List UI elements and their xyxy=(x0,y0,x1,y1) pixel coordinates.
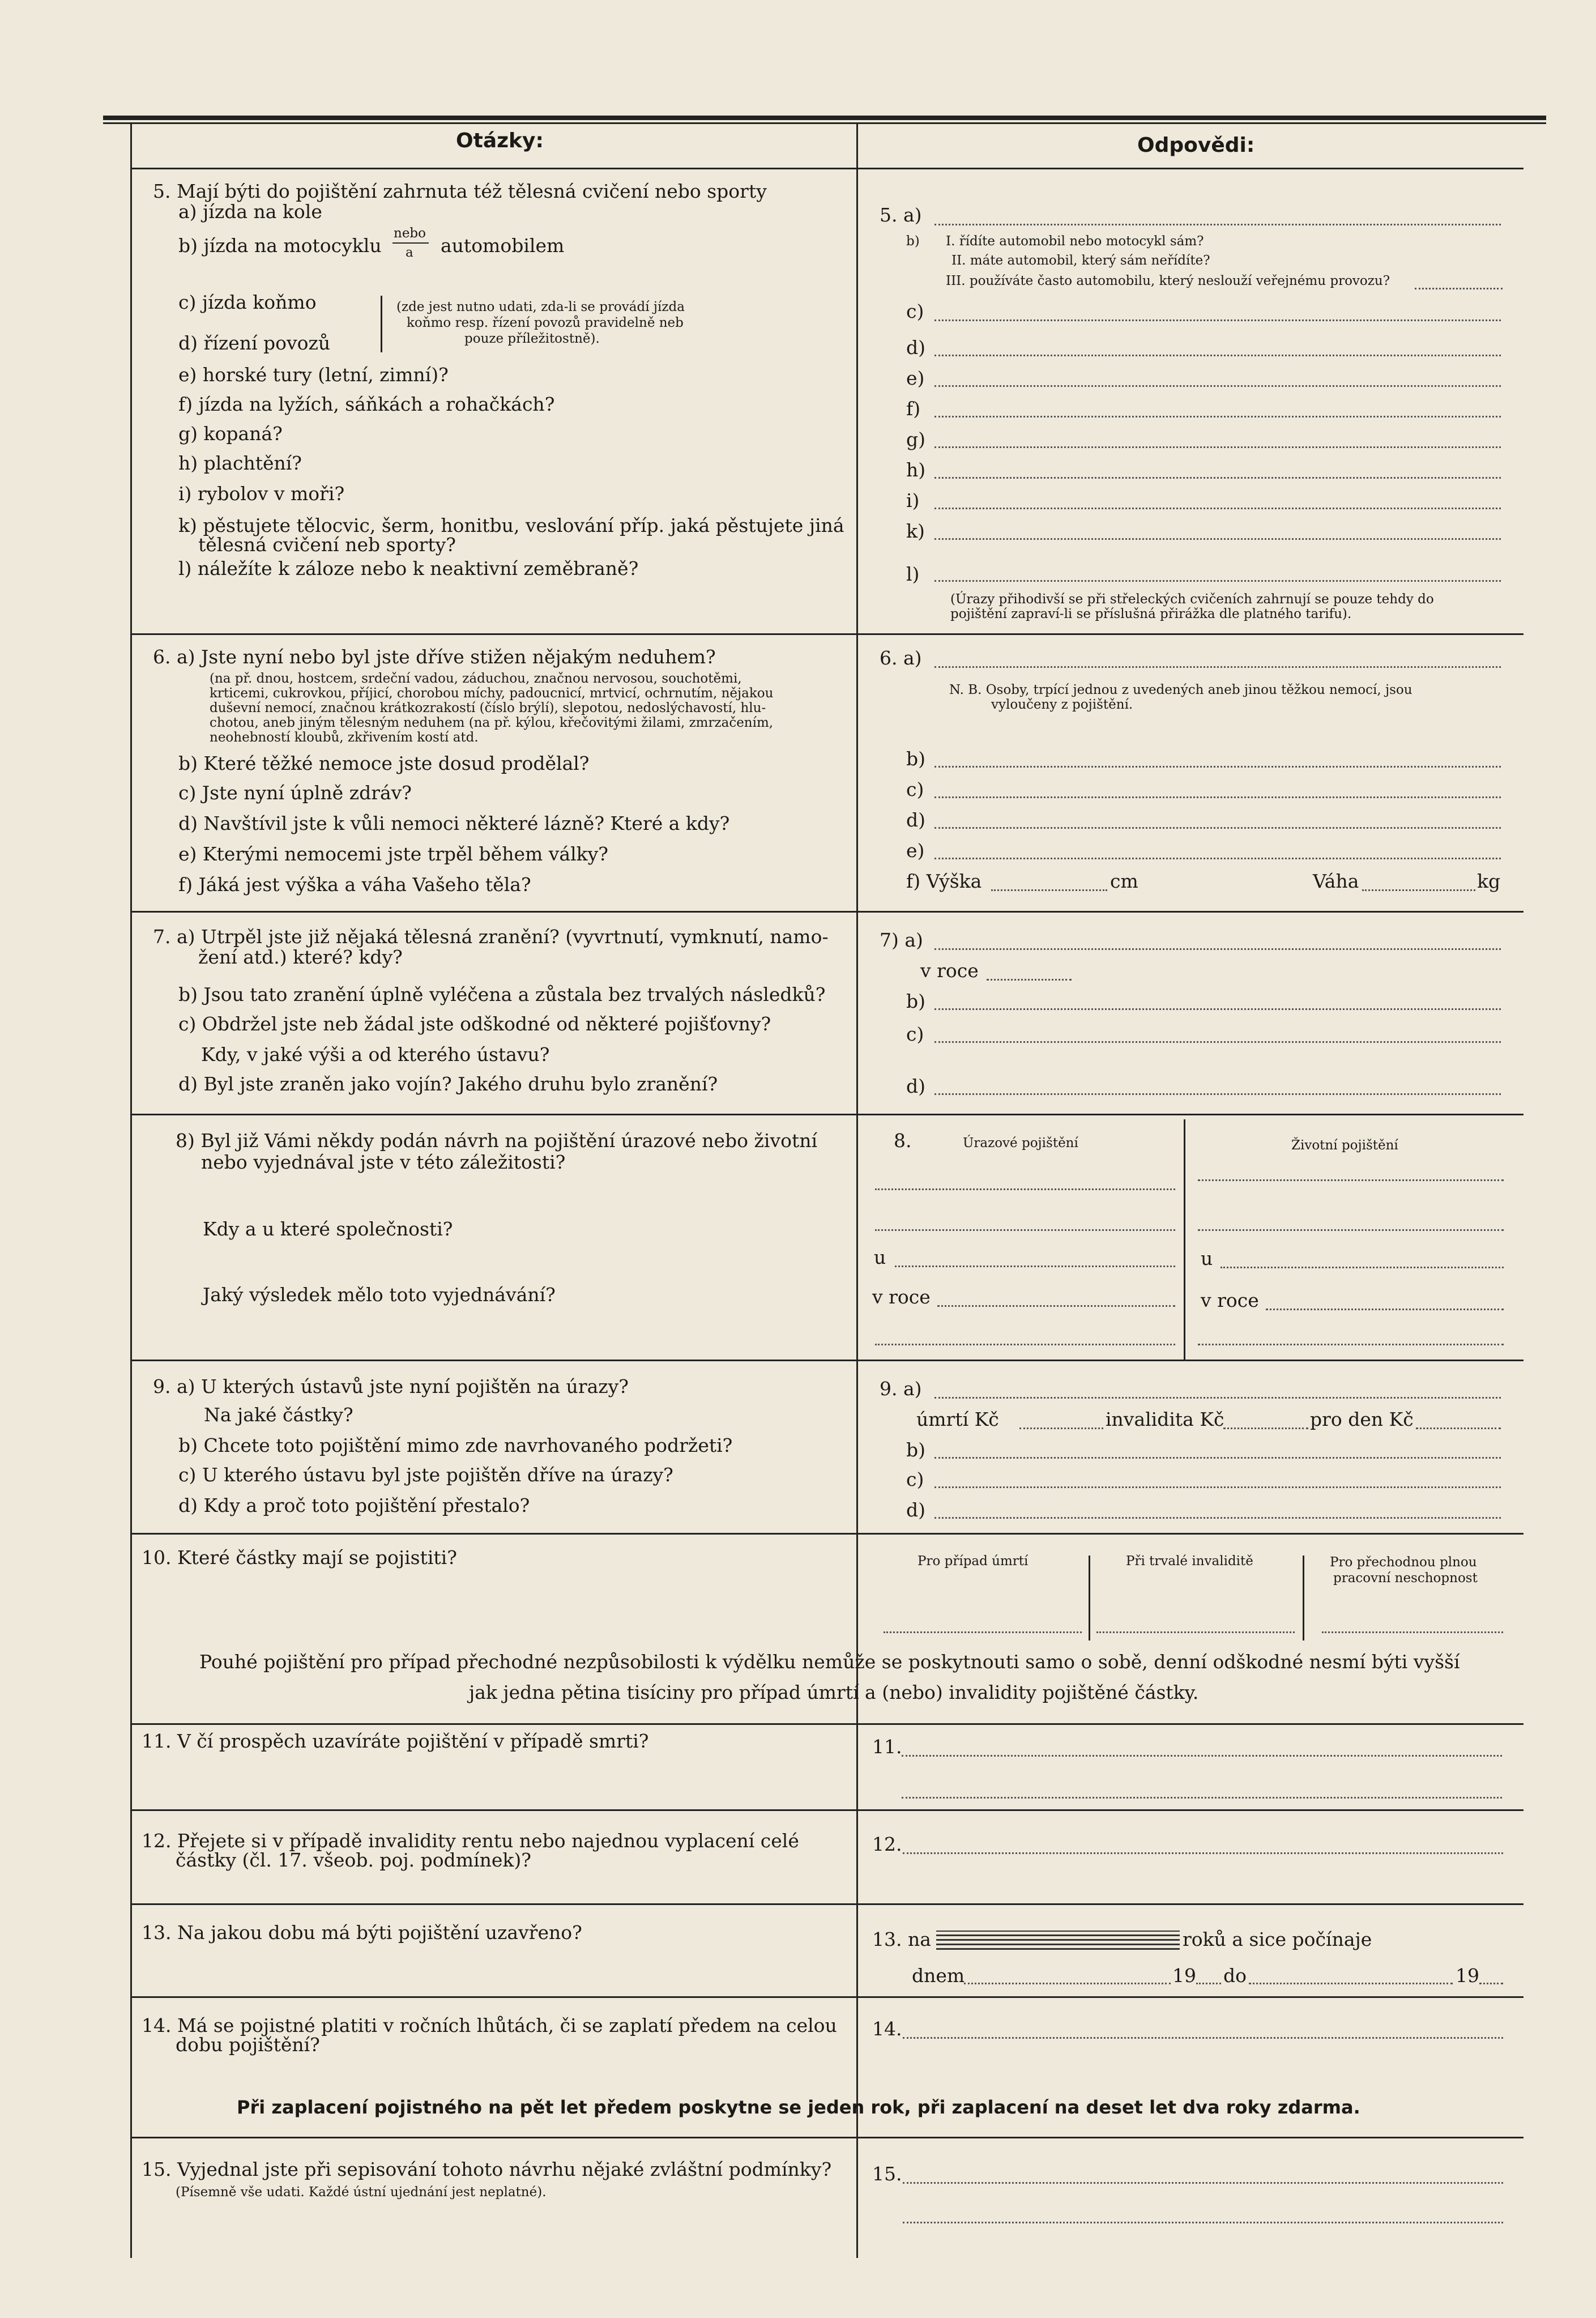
q14-prepayment-note: Při zaplacení pojistného na pět let předem poskytne se jeden rok, při zaplacení na deset let dva roky zdarma. xyxy=(237,2097,1360,2118)
q10-incapacity-amount-line[interactable] xyxy=(1322,1631,1503,1633)
q6-f: f) Jáká jest výška a váha Vašeho těla? xyxy=(178,873,531,896)
a13-start-year-line[interactable] xyxy=(1196,1983,1221,1984)
q9-a-2: Na jaké částky? xyxy=(204,1404,353,1426)
q7-a-2: žení atd.) které? kdy? xyxy=(198,946,403,968)
q10-invalidity-header: Při trvalé invaliditě xyxy=(1126,1554,1253,1569)
a6-d-line[interactable] xyxy=(934,827,1501,829)
left-border xyxy=(130,122,132,2258)
a5-f-line[interactable] xyxy=(934,416,1501,417)
a13-year-2: 19 xyxy=(1456,1965,1479,1987)
a13-year-1: 19 xyxy=(1172,1965,1196,1987)
a13-years: roků a sice počínaje xyxy=(1183,1928,1372,1950)
q5-a: a) jízda na kole xyxy=(178,201,322,223)
q10-invalidity-amount-line[interactable] xyxy=(1096,1631,1295,1633)
a8-u-right: u xyxy=(1201,1247,1213,1269)
a6-cm: cm xyxy=(1110,870,1138,892)
q6-sub-3: duševní nemocí, značnou krátkozrakostí (číslo brýlí), slepotou, nedoslýchavostí, hlu- xyxy=(210,701,766,715)
a9-b: b) xyxy=(906,1439,925,1461)
a6-e-line[interactable] xyxy=(934,858,1501,859)
a9-a-line[interactable] xyxy=(934,1397,1501,1399)
a8-u-left: u xyxy=(874,1246,886,1268)
q5-title: 5. Mají býti do pojištění zahrnuta též tělesná cvičení nebo sporty xyxy=(153,180,767,202)
a5-k: k) xyxy=(906,520,925,542)
a7-c: c) xyxy=(906,1023,924,1045)
header-rule xyxy=(130,168,1524,169)
a6-b: b) xyxy=(906,748,925,770)
a8-life-line-1[interactable] xyxy=(1198,1179,1504,1181)
a5-b-III: III. používáte často automobilu, který neslouží veřejnému provozu? xyxy=(946,274,1390,288)
q8-line-2: nebo vyjednával jste v této záležitosti? xyxy=(201,1151,566,1173)
q5-g: g) kopaná? xyxy=(178,423,283,445)
center-divider-lower xyxy=(856,1725,858,2258)
a6-nb-2: vyloučeny z pojištění. xyxy=(991,697,1133,712)
a8-number: 8. xyxy=(894,1130,912,1152)
a7-c-line[interactable] xyxy=(934,1041,1501,1043)
q15-subnote: (Písemně vše udati. Každé ústní ujednání jest neplatné). xyxy=(176,2185,547,2200)
a5-note-1: (Úrazy přihodivší se při střeleckých cvičeních zahrnují se pouze tehdy do xyxy=(950,592,1434,607)
q5-brace xyxy=(381,296,388,352)
a5-d-line[interactable] xyxy=(934,355,1501,356)
q10-incapacity-header-2: pracovní neschopnost xyxy=(1333,1571,1478,1586)
q5-b-nebo: nebo xyxy=(394,226,426,241)
q9-c: c) U kterého ústavu byl jste pojištěn dříve na úrazy? xyxy=(178,1464,673,1486)
a7-d-line[interactable] xyxy=(934,1093,1501,1095)
q5-f: f) jízda na lyžích, sáňkách a rohačkách? xyxy=(178,393,555,415)
q8-line-1: 8) Byl již Vámi někdy podán návrh na pojištění úrazové nebo životní xyxy=(176,1130,818,1152)
q5-b-a: a xyxy=(406,245,413,260)
a7-roce: v roce xyxy=(920,960,979,982)
a9-per-day: pro den Kč xyxy=(1310,1408,1414,1430)
a13-start-day-line[interactable] xyxy=(964,1983,1171,1984)
q10-question: 10. Které částky mají se pojistiti? xyxy=(142,1546,457,1569)
a9-c: c) xyxy=(906,1468,924,1490)
a5-e-line[interactable] xyxy=(934,385,1501,387)
q7-c-2: Kdy, v jaké výši a od kterého ústavu? xyxy=(201,1043,550,1066)
q6-sub-1: (na př. dnou, hostcem, srdeční vadou, záduchou, značnou nervosou, souchotěmi, xyxy=(210,671,742,686)
a5-c-line[interactable] xyxy=(934,319,1501,321)
q5-k-2: tělesná cvičení neb sporty? xyxy=(198,534,456,556)
q5-note-2: koňmo resp. řízení povozů pravidelně neb xyxy=(407,316,684,330)
a14-number: 14. xyxy=(872,2018,902,2040)
a6-b-line[interactable] xyxy=(934,766,1501,768)
divider-q7 xyxy=(130,1114,1524,1115)
a7-b-line[interactable] xyxy=(934,1008,1501,1010)
center-divider xyxy=(856,122,858,1725)
a8-roce-left-line[interactable] xyxy=(937,1305,1175,1307)
a11-number: 11. xyxy=(872,1736,902,1758)
a6-a-line[interactable] xyxy=(934,666,1501,668)
q5-b-fraction-line xyxy=(392,242,429,244)
answers-header: Odpovědi: xyxy=(1137,134,1255,157)
q10-incapacity-header-1: Pro přechodnou plnou xyxy=(1330,1555,1477,1570)
q6-e: e) Kterými nemocemi jste trpěl během války? xyxy=(178,843,608,865)
a6-d: d) xyxy=(906,809,925,831)
q7-d: d) Byl jste zraněn jako vojín? Jakého druhu bylo zranění? xyxy=(178,1073,718,1095)
q10-note-2: jak jedna pětina tisíciny pro případ úmrtí a (nebo) invalidity pojištěné částky. xyxy=(469,1681,1199,1703)
a6-weight-line[interactable] xyxy=(1362,889,1475,891)
q14-question-1: 14. Má se pojistné platiti v ročních lhůtách, či se zaplatí předem na celou xyxy=(142,2014,837,2036)
a12-line[interactable] xyxy=(903,1852,1503,1854)
a5-b-III-line[interactable] xyxy=(1415,288,1503,289)
a5-d: d) xyxy=(906,336,925,359)
a8-roce-right-line[interactable] xyxy=(1266,1309,1504,1310)
divider-q9 xyxy=(130,1533,1524,1535)
a9-per-day-line[interactable] xyxy=(1416,1428,1501,1429)
a9-death-line[interactable] xyxy=(1019,1428,1103,1429)
q5-l: l) náležíte k záloze nebo k neaktivní zeměbraně? xyxy=(178,557,639,580)
a5-e: e) xyxy=(906,367,925,389)
a5-g-line[interactable] xyxy=(934,446,1501,448)
q7-c: c) Obdržel jste neb žádal jste odškodné od některé pojišťovny? xyxy=(178,1013,771,1035)
q6-b: b) Které těžké nemoce jste dosud prodělal? xyxy=(178,752,590,774)
divider-q6 xyxy=(130,911,1524,913)
a5-l: l) xyxy=(906,563,920,585)
a8-column-divider xyxy=(1184,1119,1185,1361)
a9-invalidity: invalidita Kč xyxy=(1106,1408,1224,1430)
a9-d: d) xyxy=(906,1499,925,1521)
a8-accident-line-3[interactable] xyxy=(875,1344,1175,1345)
a8-life-line-2[interactable] xyxy=(1198,1229,1504,1231)
q10-death-header: Pro případ úmrtí xyxy=(918,1554,1029,1569)
q5-c: c) jízda koňmo xyxy=(178,291,317,313)
q6-a: 6. a) Jste nyní nebo byl jste dříve stižen nějakým neduhem? xyxy=(153,646,716,668)
q12-question-2: částky (čl. 17. všeob. poj. podmínek)? xyxy=(176,1849,531,1871)
a13-number: 13. na xyxy=(872,1928,931,1950)
divider-q8 xyxy=(130,1360,1524,1361)
q13-question: 13. Na jakou dobu má býti pojištění uzavřeno? xyxy=(142,1921,582,1944)
a11-line-2[interactable] xyxy=(902,1797,1502,1799)
q9-d: d) Kdy a proč toto pojištění přestalo? xyxy=(178,1494,530,1516)
a6-f: f) Výška xyxy=(906,870,982,892)
a8-accident-header: Úrazové pojištění xyxy=(963,1136,1078,1151)
top-rule-thin xyxy=(103,122,1546,124)
q15-question: 15. Vyjednal jste při sepisování tohoto návrhu nějaké zvláštní podmínky? xyxy=(142,2158,832,2180)
a8-u-right-line[interactable] xyxy=(1221,1267,1504,1268)
q5-e: e) horské tury (letní, zimní)? xyxy=(178,364,449,386)
q10-col-divider-1 xyxy=(1089,1556,1090,1641)
a7-a: 7) a) xyxy=(880,929,923,951)
a7-b: b) xyxy=(906,990,925,1012)
q5-i: i) rybolov v moři? xyxy=(178,483,345,505)
a8-accident-line-1[interactable] xyxy=(875,1188,1175,1190)
a6-kg: kg xyxy=(1477,870,1501,892)
divider-q14 xyxy=(130,2137,1524,2138)
a6-c: c) xyxy=(906,778,924,800)
a13-end-day-line[interactable] xyxy=(1249,1983,1453,1984)
a9-b-line[interactable] xyxy=(934,1457,1501,1459)
a5-c: c) xyxy=(906,300,924,322)
q5-k-1: k) pěstujete tělocvic, šerm, honitbu, veslování příp. jaká pěstujete jiná xyxy=(178,514,844,536)
a8-life-line-3[interactable] xyxy=(1198,1344,1504,1345)
q7-a-1: 7. a) Utrpěl jste již nějaká tělesná zranění? (vyvrtnutí, vymknutí, namo- xyxy=(153,926,829,948)
q7-b: b) Jsou tato zranění úplně vyléčena a zůstala bez trvalých následků? xyxy=(178,983,826,1005)
q10-death-amount-line[interactable] xyxy=(884,1631,1082,1633)
a5-b: b) xyxy=(906,234,920,249)
a9-death: úmrtí Kč xyxy=(916,1408,999,1430)
a6-c-line[interactable] xyxy=(934,796,1501,798)
q9-b: b) Chcete toto pojištění mimo zde navrhovaného podržeti? xyxy=(178,1434,733,1456)
a5-i: i) xyxy=(906,489,920,512)
divider-q13 xyxy=(130,1996,1524,1998)
q6-d: d) Navštívil jste k vůli nemoci některé lázně? Které a kdy? xyxy=(178,812,730,834)
divider-q5 xyxy=(130,633,1524,635)
q8-line-4: Jaký výsledek mělo toto vyjednávání? xyxy=(203,1284,556,1306)
a6-vaha: Váha xyxy=(1313,870,1359,892)
q6-sub-2: krticemi, cukrovkou, příjicí, chorobou míchy, padoucnicí, mrtvicí, ochrnutím, nějakou xyxy=(210,686,774,701)
a5-h: h) xyxy=(906,459,926,481)
q6-sub-5: neohebností kloubů, zkřivením kostí atd. xyxy=(210,730,479,745)
q6-c: c) Jste nyní úplně zdráv? xyxy=(178,782,412,804)
a5-a-line[interactable] xyxy=(934,224,1501,225)
a9-d-line[interactable] xyxy=(934,1517,1501,1519)
a9-invalidity-line[interactable] xyxy=(1223,1428,1308,1429)
a7-d: d) xyxy=(906,1075,925,1097)
q12-question-1: 12. Přejete si v případě invalidity rentu nebo najednou vyplacení celé xyxy=(142,1830,799,1852)
top-rule xyxy=(103,116,1546,120)
a8-roce-left: v roce xyxy=(872,1286,931,1308)
a8-life-header: Životní pojištění xyxy=(1291,1138,1398,1153)
q14-question-2: dobu pojištění? xyxy=(176,2034,320,2056)
a13-do: do xyxy=(1223,1965,1247,1987)
divider-q12 xyxy=(130,1903,1524,1905)
questions-header: Otázky: xyxy=(456,129,544,152)
a5-g: g) xyxy=(906,428,925,450)
q5-note-3: pouze příležitostně). xyxy=(464,331,600,346)
a13-dnem: dnem xyxy=(912,1965,965,1987)
a5-i-line[interactable] xyxy=(934,508,1501,509)
a5-k-line[interactable] xyxy=(934,538,1501,540)
q8-line-3: Kdy a u které společnosti? xyxy=(203,1218,453,1240)
a15-number: 15. xyxy=(872,2163,902,2185)
a13-hatched-field xyxy=(936,1931,1180,1950)
q5-b: b) jízda na motocyklu xyxy=(178,235,382,257)
q10-note-1: Pouhé pojištění pro případ přechodné nezpůsobilosti k výdělku nemůže se poskytnouti samo o sobě, denní odškodné nesmí býti vyšší xyxy=(199,1651,1460,1673)
a5-f: f) xyxy=(906,398,921,420)
a5-b-I: I. řídíte automobil nebo motocykl sám? xyxy=(946,234,1204,249)
a12-number: 12. xyxy=(872,1833,902,1855)
q5-b-auto: automobilem xyxy=(441,235,565,257)
a6-nb-1: N. B. Osoby, trpící jednou z uvedených aneb jinou těžkou nemocí, jsou xyxy=(949,683,1412,697)
divider-q11 xyxy=(130,1809,1524,1811)
a5-l-line[interactable] xyxy=(934,580,1501,582)
a7-a-line[interactable] xyxy=(934,948,1501,950)
a6-a: 6. a) xyxy=(880,647,922,669)
a15-line-1[interactable] xyxy=(903,2182,1503,2184)
a8-roce-right: v roce xyxy=(1201,1289,1259,1311)
a6-e: e) xyxy=(906,840,925,862)
divider-q10 xyxy=(130,1723,1524,1725)
a5-b-II: II. máte automobil, který sám neřídíte? xyxy=(951,253,1210,268)
q5-h: h) plachtění? xyxy=(178,452,302,474)
q9-a: 9. a) U kterých ústavů jste nyní pojištěn na úrazy? xyxy=(153,1375,629,1397)
a11-line-1[interactable] xyxy=(902,1755,1502,1757)
a9-a: 9. a) xyxy=(880,1378,922,1400)
a13-end-year-line[interactable] xyxy=(1479,1983,1503,1984)
q5-note-1: (zde jest nutno udati, zda-li se provádí jízda xyxy=(396,300,685,314)
a5-a: 5. a) xyxy=(880,204,922,226)
q6-sub-4: chotou, aneb jiným tělesným neduhem (na př. kýlou, křečovitými žilami, zmrzačením, xyxy=(210,715,774,730)
a9-c-line[interactable] xyxy=(934,1486,1501,1488)
a8-u-left-line[interactable] xyxy=(895,1265,1175,1267)
a6-height-line[interactable] xyxy=(991,889,1107,891)
a5-h-line[interactable] xyxy=(934,477,1501,479)
a5-note-2: pojištění zapraví-li se příslušná přirážka dle platného tarifu). xyxy=(950,607,1352,621)
q10-col-divider-2 xyxy=(1303,1556,1304,1641)
a15-line-2[interactable] xyxy=(903,2222,1503,2223)
a14-line[interactable] xyxy=(903,2037,1503,2039)
q5-d: d) řízení povozů xyxy=(178,332,331,354)
q11-question: 11. V čí prospěch uzavíráte pojištění v případě smrti? xyxy=(142,1730,649,1752)
a7-roce-line[interactable] xyxy=(987,979,1072,981)
a8-accident-line-2[interactable] xyxy=(875,1229,1175,1231)
